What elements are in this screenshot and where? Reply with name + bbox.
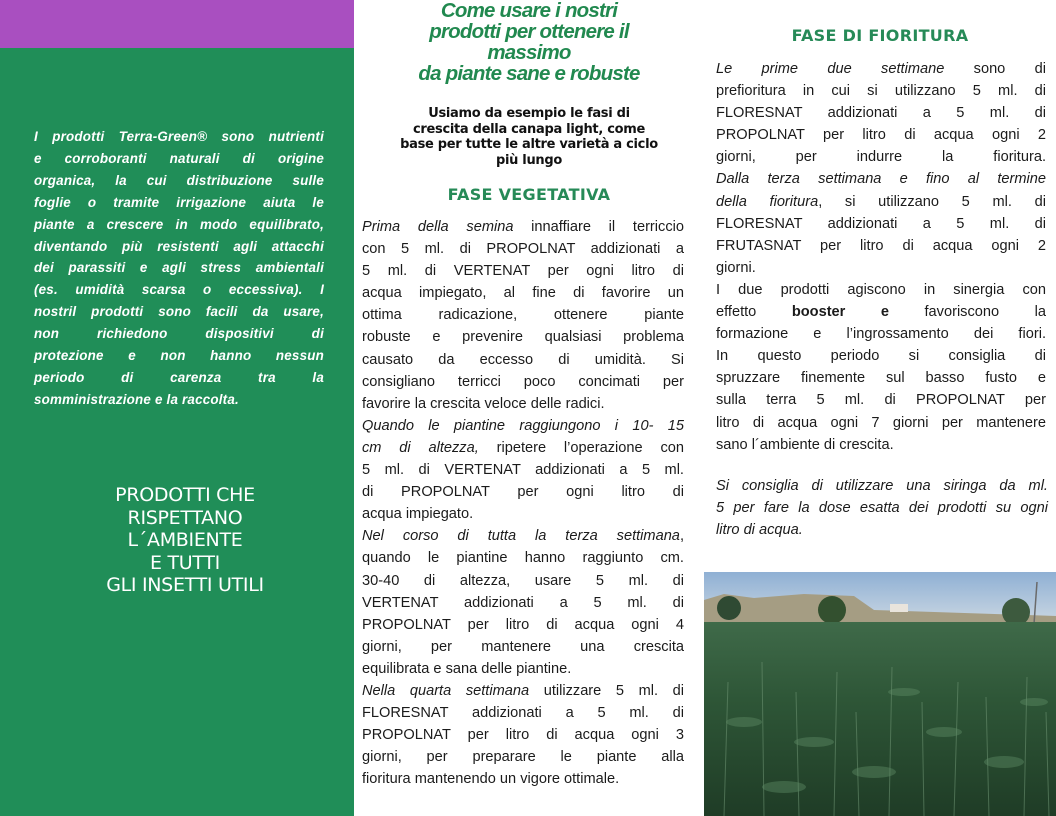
slogan xyxy=(40,484,330,597)
line-text: formazione e l’ingrossamento dei fiori. xyxy=(716,326,1046,343)
slogan-line: PRODOTTI CHE xyxy=(115,484,255,506)
middle-panel xyxy=(354,0,704,816)
line-text: favorire la crescita veloce delle radici. xyxy=(362,395,605,412)
paragraph-line xyxy=(362,437,684,459)
paragraph-line xyxy=(362,459,684,481)
paragraph-line xyxy=(362,326,684,348)
paragraph-line xyxy=(716,80,1046,102)
paragraph-line xyxy=(362,746,684,768)
paragraph-line xyxy=(716,389,1046,411)
line-text: , si utilizzano 5 ml. di xyxy=(818,193,1046,210)
paragraph-line xyxy=(362,216,684,238)
paragraph-line xyxy=(362,614,684,636)
paragraph-line xyxy=(362,238,684,260)
line-text: giorni, per preparare le piante alla xyxy=(362,749,684,766)
line-text: giorni. xyxy=(716,259,756,276)
title-line: massimo xyxy=(487,41,571,64)
left-panel xyxy=(0,0,354,816)
line-text: 5 ml. di VERTENAT per ogni litro di xyxy=(362,263,684,280)
line-text: favoriscono la xyxy=(888,304,1047,321)
paragraph-line xyxy=(716,191,1046,213)
line-text: robuste e prevenire qualsiasi problema xyxy=(362,329,684,346)
paragraph-line xyxy=(362,304,684,326)
paragraph-line xyxy=(716,279,1046,301)
intro-line: dei parassiti e agli stress ambientali xyxy=(34,260,324,276)
emphasis-text: cm di altezza, xyxy=(362,439,479,456)
line-text: fioritura mantenendo un vigore ottimale. xyxy=(362,771,620,788)
line-text: PROPOLNAT per litro di acqua ogni 3 xyxy=(362,727,684,744)
line-text: FLORESNAT addizionati a 5 ml. di xyxy=(716,105,1046,122)
paragraph-line xyxy=(362,415,684,437)
line-text: sono di xyxy=(944,61,1046,77)
paragraph-line xyxy=(362,636,684,658)
paragraph-line xyxy=(362,592,684,614)
intro-line: somministrazione e la raccolta. xyxy=(34,391,239,407)
paragraph-line xyxy=(362,525,684,547)
line-text: innaffiare il terriccio xyxy=(513,219,684,235)
paragraph-line xyxy=(716,146,1046,168)
line-text: quando le piantine hanno raggiunto cm. xyxy=(362,550,684,567)
paragraph-line xyxy=(362,680,684,702)
intro-line: diventando più resistenti agli attacchi xyxy=(34,238,324,254)
line-text: sano l´ambiente di crescita. xyxy=(716,436,894,453)
intro-line: I prodotti Terra-Green® sono nutrienti xyxy=(34,129,324,144)
paragraph-line xyxy=(716,124,1046,146)
paragraph-line xyxy=(362,481,684,503)
line-text: spruzzare finemente sul basso fusto e xyxy=(716,370,1046,387)
line-text: ottima radicazione, ottenere piante xyxy=(362,307,684,324)
line-text: FLORESNAT addizionati a 5 ml. di xyxy=(362,705,684,722)
hemp-field-photo xyxy=(704,572,1056,816)
line-text: di PROPOLNAT per ogni litro di xyxy=(362,484,684,501)
emphasis-text: della fioritura xyxy=(716,193,819,210)
paragraph-line xyxy=(716,434,1046,456)
paragraph-line xyxy=(362,702,684,724)
subtitle-line: crescita della canapa light, come xyxy=(412,121,646,137)
title-line: da piante sane e robuste xyxy=(418,62,640,85)
intro-line: e corroboranti naturali di origine xyxy=(34,150,324,166)
syringe-note xyxy=(716,475,1048,541)
paragraph-line xyxy=(716,213,1046,235)
subtitle-line: più lungo xyxy=(495,152,563,168)
line-text: I due prodotti agiscono in sinergia con xyxy=(716,281,1046,298)
flowering-phase-text xyxy=(716,58,1046,456)
paragraph-line xyxy=(716,102,1046,124)
paragraph-line xyxy=(362,547,684,569)
emphasis-text: Le prime due settimane xyxy=(716,61,945,77)
heading-fase-di-fioritura: FASE DI FIORITURA xyxy=(791,26,969,45)
line-text: sulla terra 5 ml. di PROPOLNAT per xyxy=(716,392,1046,409)
line-text: utilizzare 5 ml. di xyxy=(529,682,684,699)
line-text: equilibrata e sana delle piantine. xyxy=(362,660,572,677)
line-text: In questo periodo si consiglia di xyxy=(716,348,1046,365)
title-line: prodotti per ottenere il xyxy=(429,20,629,43)
emphasis-text: Quando le piantine raggiungono i 10- 15 xyxy=(362,417,684,434)
paragraph-line xyxy=(362,768,684,790)
paragraph-line xyxy=(716,301,1046,323)
paragraph-line xyxy=(362,503,684,525)
paragraph-line xyxy=(362,393,684,415)
bold-text: booster e xyxy=(791,304,889,321)
paragraph-line xyxy=(716,367,1046,389)
paragraph-line xyxy=(716,412,1046,434)
line-text: VERTENAT addizionati a 5 ml. di xyxy=(362,594,684,611)
line-text: giorni, per indurre la fioritura. xyxy=(716,149,1046,166)
main-title xyxy=(354,0,704,84)
line-text: , xyxy=(679,528,684,545)
line-text: ripetere l’operazione con xyxy=(478,439,684,456)
line-text: acqua impiegato, al fine di favorire un xyxy=(362,285,684,302)
line-text: acqua impiegato. xyxy=(362,506,474,523)
line-text: PROPOLNAT per litro di acqua ogni 4 xyxy=(362,616,684,633)
paragraph-line xyxy=(716,58,1046,80)
note-line: Si consiglia di utilizzare una siringa da ml. xyxy=(716,478,1048,494)
paragraph-line xyxy=(362,570,684,592)
line-text: FLORESNAT addizionati a 5 ml. di xyxy=(716,215,1046,232)
slogan-line: L´AMBIENTE xyxy=(127,529,243,551)
line-text: prefioritura in cui si utilizzano 5 ml. di xyxy=(716,83,1046,100)
paragraph-line xyxy=(362,371,684,393)
heading-fase-vegetativa: FASE VEGETATIVA xyxy=(447,185,611,204)
emphasis-text: Prima della semina xyxy=(362,219,514,235)
subtitle-line: Usiamo da esempio le fasi di xyxy=(428,106,630,121)
intro-line: protezione e non hanno nessun xyxy=(34,348,324,364)
paragraph-line xyxy=(716,345,1046,367)
right-panel xyxy=(704,0,1056,816)
line-text: causato da eccesso di umidità. Si xyxy=(362,351,684,368)
vegetative-phase-text xyxy=(362,216,684,790)
line-text: giorni, per mantenere una crescita xyxy=(362,638,684,655)
line-text: 5 ml. di VERTENAT addizionati a 5 ml. xyxy=(362,462,684,479)
paragraph-line xyxy=(362,724,684,746)
intro-line: nostril prodotti sono facili da usare, xyxy=(34,304,324,320)
paragraph-line xyxy=(716,323,1046,345)
intro-line: organica, la cui distribuzione sulle xyxy=(34,172,324,188)
paragraph-line xyxy=(362,260,684,282)
note-line: 5 per fare la dose esatta dei prodotti su ogni xyxy=(716,500,1048,516)
intro-line: foglie o tramite irrigazione aiuta le xyxy=(34,194,324,210)
title-line: Come usare i nostri xyxy=(440,0,618,22)
intro-line: (es. umidità scarsa o eccessiva). I xyxy=(34,282,324,298)
subtitle-line: base per tutte le altre varietà a ciclo xyxy=(400,137,658,152)
intro-paragraph xyxy=(34,126,324,411)
line-text: con 5 ml. di PROPOLNAT addizionati a xyxy=(362,241,684,258)
intro-line: periodo di carenza tra la xyxy=(34,369,324,385)
line-text: PROPOLNAT per litro di acqua ogni 2 xyxy=(716,127,1046,144)
line-text: 30-40 di altezza, usare 5 ml. di xyxy=(362,572,684,589)
subtitle xyxy=(374,106,684,168)
intro-line: piante a crescere in modo equilibrato, xyxy=(34,216,324,232)
paragraph-line xyxy=(716,257,1046,279)
slogan-line: RISPETTANO xyxy=(127,506,243,529)
hemp-field-illustration xyxy=(704,572,1056,816)
paragraph-line xyxy=(362,349,684,371)
line-text: FRUTASNAT per litro di acqua ogni 2 xyxy=(716,237,1046,254)
note-line: litro di acqua. xyxy=(716,522,803,538)
purple-header-band xyxy=(0,0,354,48)
slogan-line: E TUTTI xyxy=(150,551,220,574)
paragraph-line xyxy=(716,235,1046,257)
line-text: consigliano terricci poco concimati per xyxy=(362,373,684,390)
paragraph-line xyxy=(362,658,684,680)
emphasis-text: Dalla terza settimana e fino al termine xyxy=(716,171,1046,188)
line-text: litro di acqua ogni 7 giorni per mantenere xyxy=(716,414,1046,431)
line-text: effetto xyxy=(716,304,792,321)
emphasis-text: Nel corso di tutta la terza settimana xyxy=(362,528,680,545)
intro-line: non richiedono dispositivi di xyxy=(34,326,324,342)
paragraph-line xyxy=(362,282,684,304)
paragraph-line xyxy=(716,168,1046,190)
emphasis-text: Nella quarta settimana xyxy=(362,682,530,699)
slogan-line: GLI INSETTI UTILI xyxy=(106,574,264,596)
